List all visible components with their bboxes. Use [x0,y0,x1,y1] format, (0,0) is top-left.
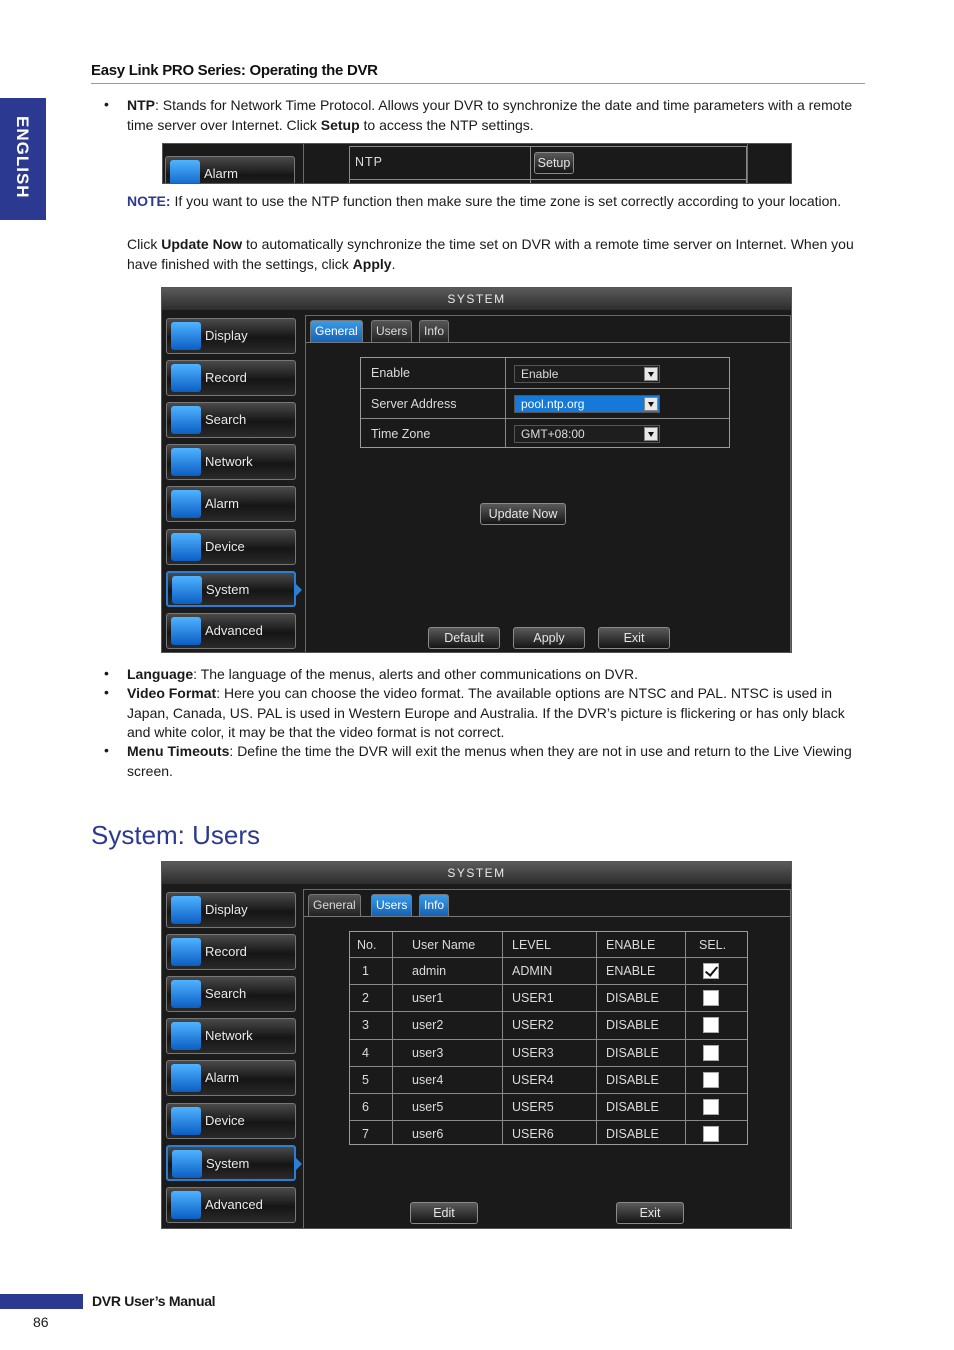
ntp-settings-screen [161,287,792,653]
cell-enable: DISABLE [606,1072,659,1087]
cell-enable: DISABLE [606,1018,659,1033]
active-arrow-icon [294,582,302,598]
sidebar [162,288,302,653]
tab-info[interactable]: Info [419,894,449,916]
sidebar-label: System [206,582,250,597]
update-paragraph [127,235,867,274]
cell-no: 7 [362,1127,369,1142]
apply-word: Apply [352,255,392,272]
setup-word: Setup [320,116,360,133]
chevron-down-icon [644,427,658,441]
bullet-term: Menu Timeouts [127,743,230,759]
tab-users[interactable]: Users [371,320,412,342]
column-header: SEL. [699,937,727,952]
cell-no: 3 [362,1018,369,1033]
exit-button[interactable]: Exit [616,1202,684,1224]
cell-no: 2 [362,991,369,1006]
exit-button[interactable]: Exit [598,627,670,649]
time-zone-select[interactable] [514,425,660,443]
cell-level: USER2 [512,1018,554,1033]
video-format-paragraph [127,684,867,743]
sidebar-item-advanced[interactable] [166,613,296,649]
wrench-icon [171,1191,201,1219]
tab-general[interactable]: General [310,320,363,342]
sidebar-item-record[interactable] [166,934,296,970]
select-checkbox[interactable] [703,963,719,979]
bullet-marker: • [104,742,109,758]
bullet-text: : Here you can choose the video format. The available options are NTSC and PAL. NTSC is used in Japan, Canada, US. PAL is used in Western Europe and Australia. If the DVR’s picture is flickering or has only black and white color, it may be that the video format is not correct. [127,685,845,740]
column-header: No. [357,937,377,952]
sidebar-item-record[interactable] [166,360,296,396]
bullet-text: : Define the time the DVR will exit the menus when they are not in use and return to the Live Viewing screen. [127,743,852,779]
tab-underline [306,342,790,343]
column-header: User Name [412,937,476,952]
users-table [349,931,748,1145]
section-title: System: Users [91,820,261,850]
column-header: ENABLE [606,937,656,952]
menu-timeouts-paragraph [127,742,862,781]
screen-title: SYSTEM [162,862,791,884]
select-value: GMT+08:00 [521,427,585,441]
gear-icon [172,576,202,604]
ntp-text: : Stands for Network Time Protocol. Allows your DVR to synchronize the date and time parameters with a remote time server over Internet. Click [127,97,853,133]
network-globe-icon [171,448,201,476]
cell-name: user2 [412,1018,444,1033]
enable-select[interactable] [514,365,660,383]
tab-info[interactable]: Info [419,320,449,342]
display-icon [171,896,201,924]
table-row[interactable] [350,984,747,1011]
running-header: Easy Link PRO Series: Operating the DVR [91,62,378,79]
sidebar-item-display[interactable] [166,892,296,928]
record-icon [171,938,201,966]
sidebar-item-network[interactable] [166,444,296,480]
language-side-tab [0,98,46,220]
ntp-row-label: NTP [355,155,383,169]
select-value: pool.ntp.org [521,397,585,411]
cell-no: 4 [362,1045,369,1060]
table-row[interactable] [350,957,747,984]
row-label: Time Zone [371,426,431,441]
search-icon [171,980,201,1008]
sidebar-label: Device [205,539,245,554]
tab-general[interactable]: General [308,894,361,916]
setup-button[interactable]: Setup [534,152,574,174]
ntp-term: NTP [127,97,155,113]
sidebar-label: System [206,1156,250,1171]
ntp-row-server [361,388,729,418]
active-arrow-icon [294,1156,302,1172]
bullet-term: Language [127,666,194,682]
sidebar-label: Alarm [204,166,238,181]
sidebar-label: Search [205,412,247,427]
alarm-icon [171,490,201,518]
sidebar-item-search[interactable] [166,402,296,438]
cell-level: ADMIN [512,964,553,979]
bullet-marker: • [104,684,109,700]
cell-level: USER6 [512,1127,554,1142]
cell-name: user1 [412,991,444,1006]
table-row[interactable] [350,1066,747,1093]
display-icon [171,322,201,350]
cell-name: user5 [412,1100,444,1115]
table-row[interactable] [350,1011,747,1038]
header-rule [91,83,865,84]
tab-underline [304,916,790,917]
cell-enable: DISABLE [606,1100,659,1115]
column-header: LEVEL [512,937,551,952]
network-globe-icon [171,1022,201,1050]
sidebar-label: Device [205,1113,245,1128]
note-paragraph [127,192,857,212]
cell-no: 6 [362,1100,369,1115]
main-panel [303,889,791,1229]
update-text-3: . [391,255,396,272]
chevron-down-icon [644,367,658,381]
bullet-marker: • [104,96,109,112]
table-row[interactable] [350,1120,747,1147]
cell-level: USER3 [512,1045,554,1060]
cell-level: USER1 [512,991,554,1006]
note-label: NOTE: [127,193,171,209]
cell-level: USER4 [512,1072,554,1087]
sidebar-item-display[interactable] [166,318,296,354]
sidebar [162,862,302,1229]
note-text: If you want to use the NTP function then make sure the time zone is set correctly according to your location. [170,193,842,209]
apply-button[interactable]: Apply [513,627,585,649]
edit-button[interactable]: Edit [410,1202,478,1224]
cell-level: USER5 [512,1100,554,1115]
select-checkbox[interactable] [703,1099,719,1115]
alarm-icon [170,160,200,184]
ntp-row-timezone [361,418,729,448]
cell-enable: ENABLE [606,964,656,979]
cell-name: user4 [412,1072,444,1087]
cell-name: admin [412,964,447,979]
table-row[interactable] [350,1093,747,1120]
select-checkbox[interactable] [703,1017,719,1033]
language-paragraph [127,665,862,685]
ntp-paragraph [127,96,857,135]
update-now-button[interactable]: Update Now [480,503,566,525]
sidebar-label: Advanced [205,623,263,638]
sidebar-item-network[interactable] [166,1018,296,1054]
default-button[interactable]: Default [428,627,500,649]
chevron-down-icon [644,397,658,411]
gear-icon [172,1150,202,1178]
cell-enable: DISABLE [606,991,659,1006]
select-checkbox[interactable] [703,1126,719,1142]
cell-name: user3 [412,1045,444,1060]
bullet-marker: • [104,665,109,681]
alarm-icon [171,1064,201,1092]
page-number: 86 [33,1314,49,1330]
bullet-term: Video Format [127,685,217,701]
sidebar-item-system[interactable] [166,571,296,607]
sidebar-item-alarm[interactable] [166,486,296,522]
sidebar-label: Alarm [205,496,239,511]
sidebar-label: Advanced [205,1197,263,1212]
tab-users[interactable]: Users [371,894,412,916]
sidebar-item-alarm[interactable] [166,1060,296,1096]
cell-no: 1 [362,964,369,979]
device-monitor-icon [171,533,201,561]
select-checkbox[interactable] [703,990,719,1006]
wrench-icon [171,617,201,645]
update-now-word: Update Now [161,236,243,252]
select-checkbox[interactable] [703,1045,719,1061]
sidebar-item-search[interactable] [166,976,296,1012]
select-value: Enable [521,367,559,381]
update-text-2: to automatically synchronize the time set on DVR with a remote time server on Internet. When you have finished with the settings, click [127,236,854,272]
language-tab-label: ENGLISH [13,116,32,199]
sidebar-label: Record [205,944,247,959]
table-row[interactable] [350,1039,747,1066]
cell-no: 5 [362,1072,369,1087]
sidebar-label: Display [205,328,248,343]
ntp-row-enable [361,358,729,388]
sidebar-item-advanced[interactable] [166,1187,296,1223]
sidebar-item-alarm[interactable] [165,156,295,184]
sidebar-item-system[interactable] [166,1145,296,1181]
sidebar-label: Search [205,986,247,1001]
row-label: Enable [371,366,410,380]
device-monitor-icon [171,1107,201,1135]
users-settings-screen [161,861,792,1229]
cell-enable: DISABLE [606,1127,659,1142]
ntp-snippet-screen [162,143,792,184]
table-header-row [350,932,747,957]
footer-title: DVR User’s Manual [92,1293,216,1309]
screen-title: SYSTEM [162,288,791,310]
sidebar-item-device[interactable] [166,1103,296,1139]
record-icon [171,364,201,392]
cell-name: user6 [412,1127,444,1142]
select-checkbox[interactable] [703,1072,719,1088]
bullet-text: : The language of the menus, alerts and other communications on DVR. [193,666,639,682]
sidebar-item-device[interactable] [166,529,296,565]
search-icon [171,406,201,434]
server-address-select[interactable] [514,395,660,413]
main-panel [305,315,791,653]
sidebar-label: Alarm [205,1070,239,1085]
sidebar-label: Record [205,370,247,385]
cell-enable: DISABLE [606,1045,659,1060]
sidebar-label: Network [205,1028,253,1043]
sidebar-label: Network [205,454,253,469]
footer-bar [0,1294,83,1309]
ntp-settings-grid [360,357,730,448]
update-text-1: Click [127,236,162,252]
ntp-text-end: to access the NTP settings. [359,116,534,133]
sidebar-label: Display [205,902,248,917]
row-label: Server Address [371,396,457,411]
